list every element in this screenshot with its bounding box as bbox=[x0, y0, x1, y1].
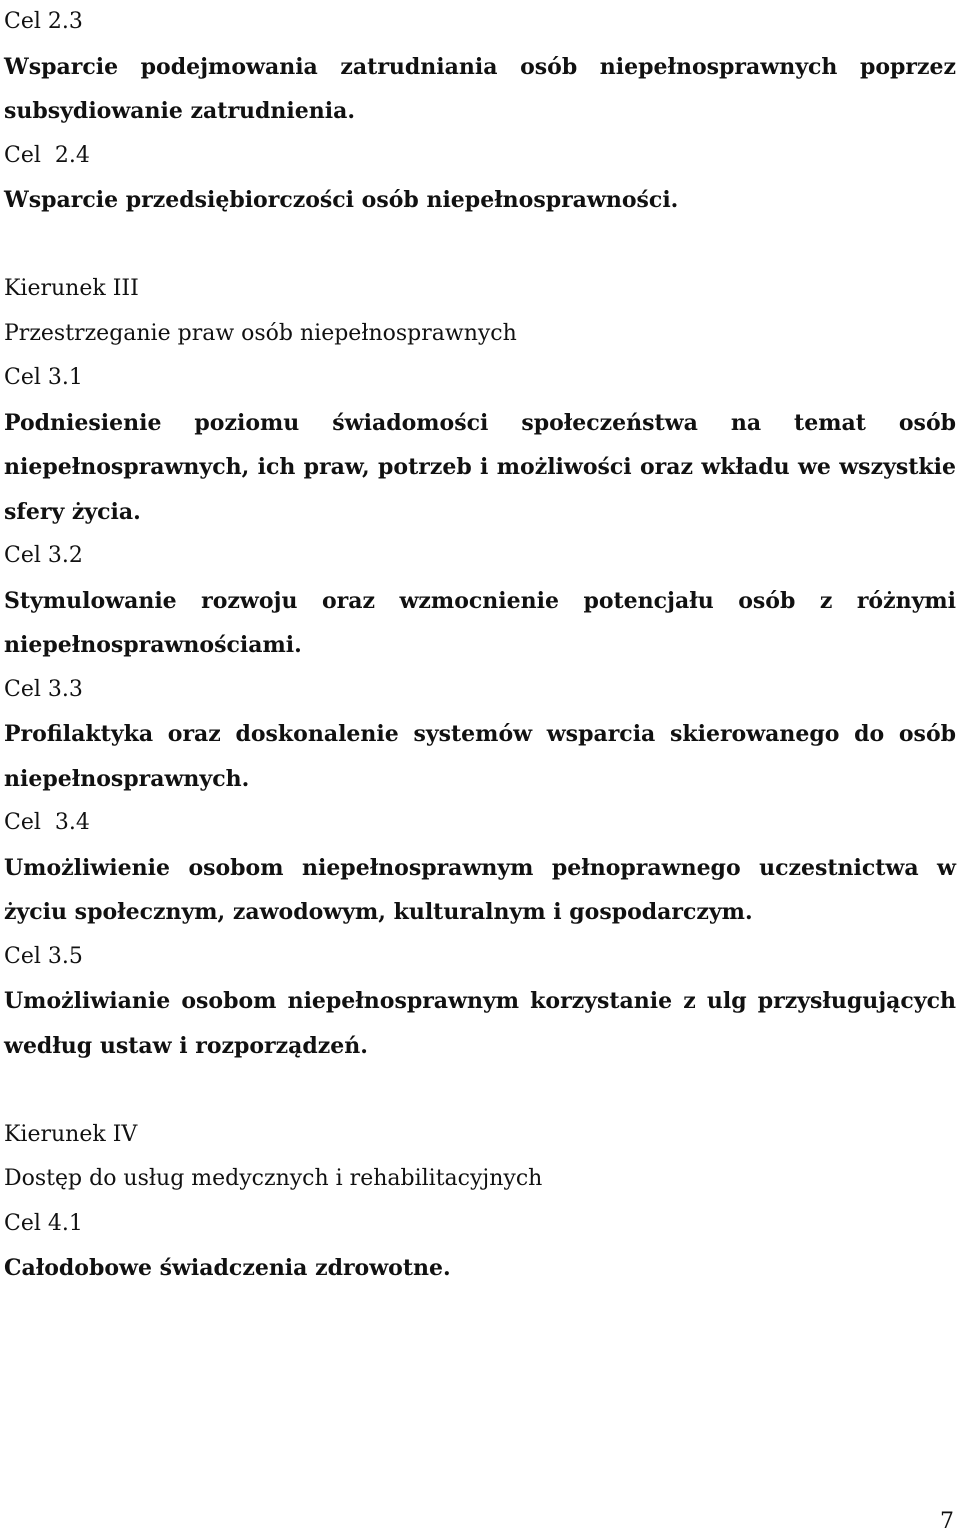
direction-4-label: Kierunek IV bbox=[4, 1121, 138, 1147]
goal-3-5-text: Umożliwianie osobom niepełnosprawnym korzystanie z ulg przysługujących według ustaw i rozporządzeń. bbox=[4, 988, 956, 1059]
goal-3-2-label: Cel 3.2 bbox=[4, 543, 83, 568]
goal-3-5-label: Cel 3.5 bbox=[4, 943, 83, 969]
goal-3-4-text: Umożliwienie osobom niepełnosprawnym pełnoprawnego uczestnictwa w życiu społecznym, zawodowym, kulturalnym i gospodarczym. bbox=[4, 854, 956, 925]
goal-3-1-label: Cel 3.1 bbox=[4, 365, 83, 390]
direction-4-title: Dostęp do usług medycznych i rehabilitacyjnych bbox=[4, 1166, 543, 1191]
goal-2-4-label: Cel 2.4 bbox=[4, 142, 90, 168]
goal-3-3-label: Cel 3.3 bbox=[4, 676, 83, 702]
goal-4-1-text: Całodobowe świadczenia zdrowotne. bbox=[4, 1255, 451, 1281]
direction-3-title: Przestrzeganie praw osób niepełnosprawnych bbox=[4, 320, 517, 346]
goal-2-3-text: Wsparcie podejmowania zatrudniania osób niepełnosprawnych poprzez subsydiowanie zatrudnienia. bbox=[4, 53, 956, 124]
document-body bbox=[4, 0, 956, 1291]
goal-3-4-label: Cel 3.4 bbox=[4, 810, 90, 835]
goal-3-2-text: Stymulowanie rozwoju oraz wzmocnienie potencjału osób z różnymi niepełnosprawnościami. bbox=[4, 587, 956, 658]
direction-3-label: Kierunek III bbox=[4, 276, 139, 301]
page-number: 7 bbox=[940, 1509, 954, 1534]
section-spacer bbox=[4, 1068, 956, 1113]
goal-3-1-text: Podniesienie poziomu świadomości społeczeństwa na temat osób niepełnosprawnych, ich praw, potrzeb i możliwości oraz wkładu we wszystkie sfery życia. bbox=[4, 409, 956, 525]
goal-3-3-text: Profilaktyka oraz doskonalenie systemów wsparcia skierowanego do osób niepełnosprawnych. bbox=[4, 721, 956, 792]
goal-2-4-text: Wsparcie przedsiębiorczości osób niepełnosprawności. bbox=[4, 187, 679, 213]
goal-4-1-label: Cel 4.1 bbox=[4, 1210, 83, 1236]
section-spacer bbox=[4, 223, 956, 268]
goal-2-3-label: Cel 2.3 bbox=[4, 9, 83, 34]
